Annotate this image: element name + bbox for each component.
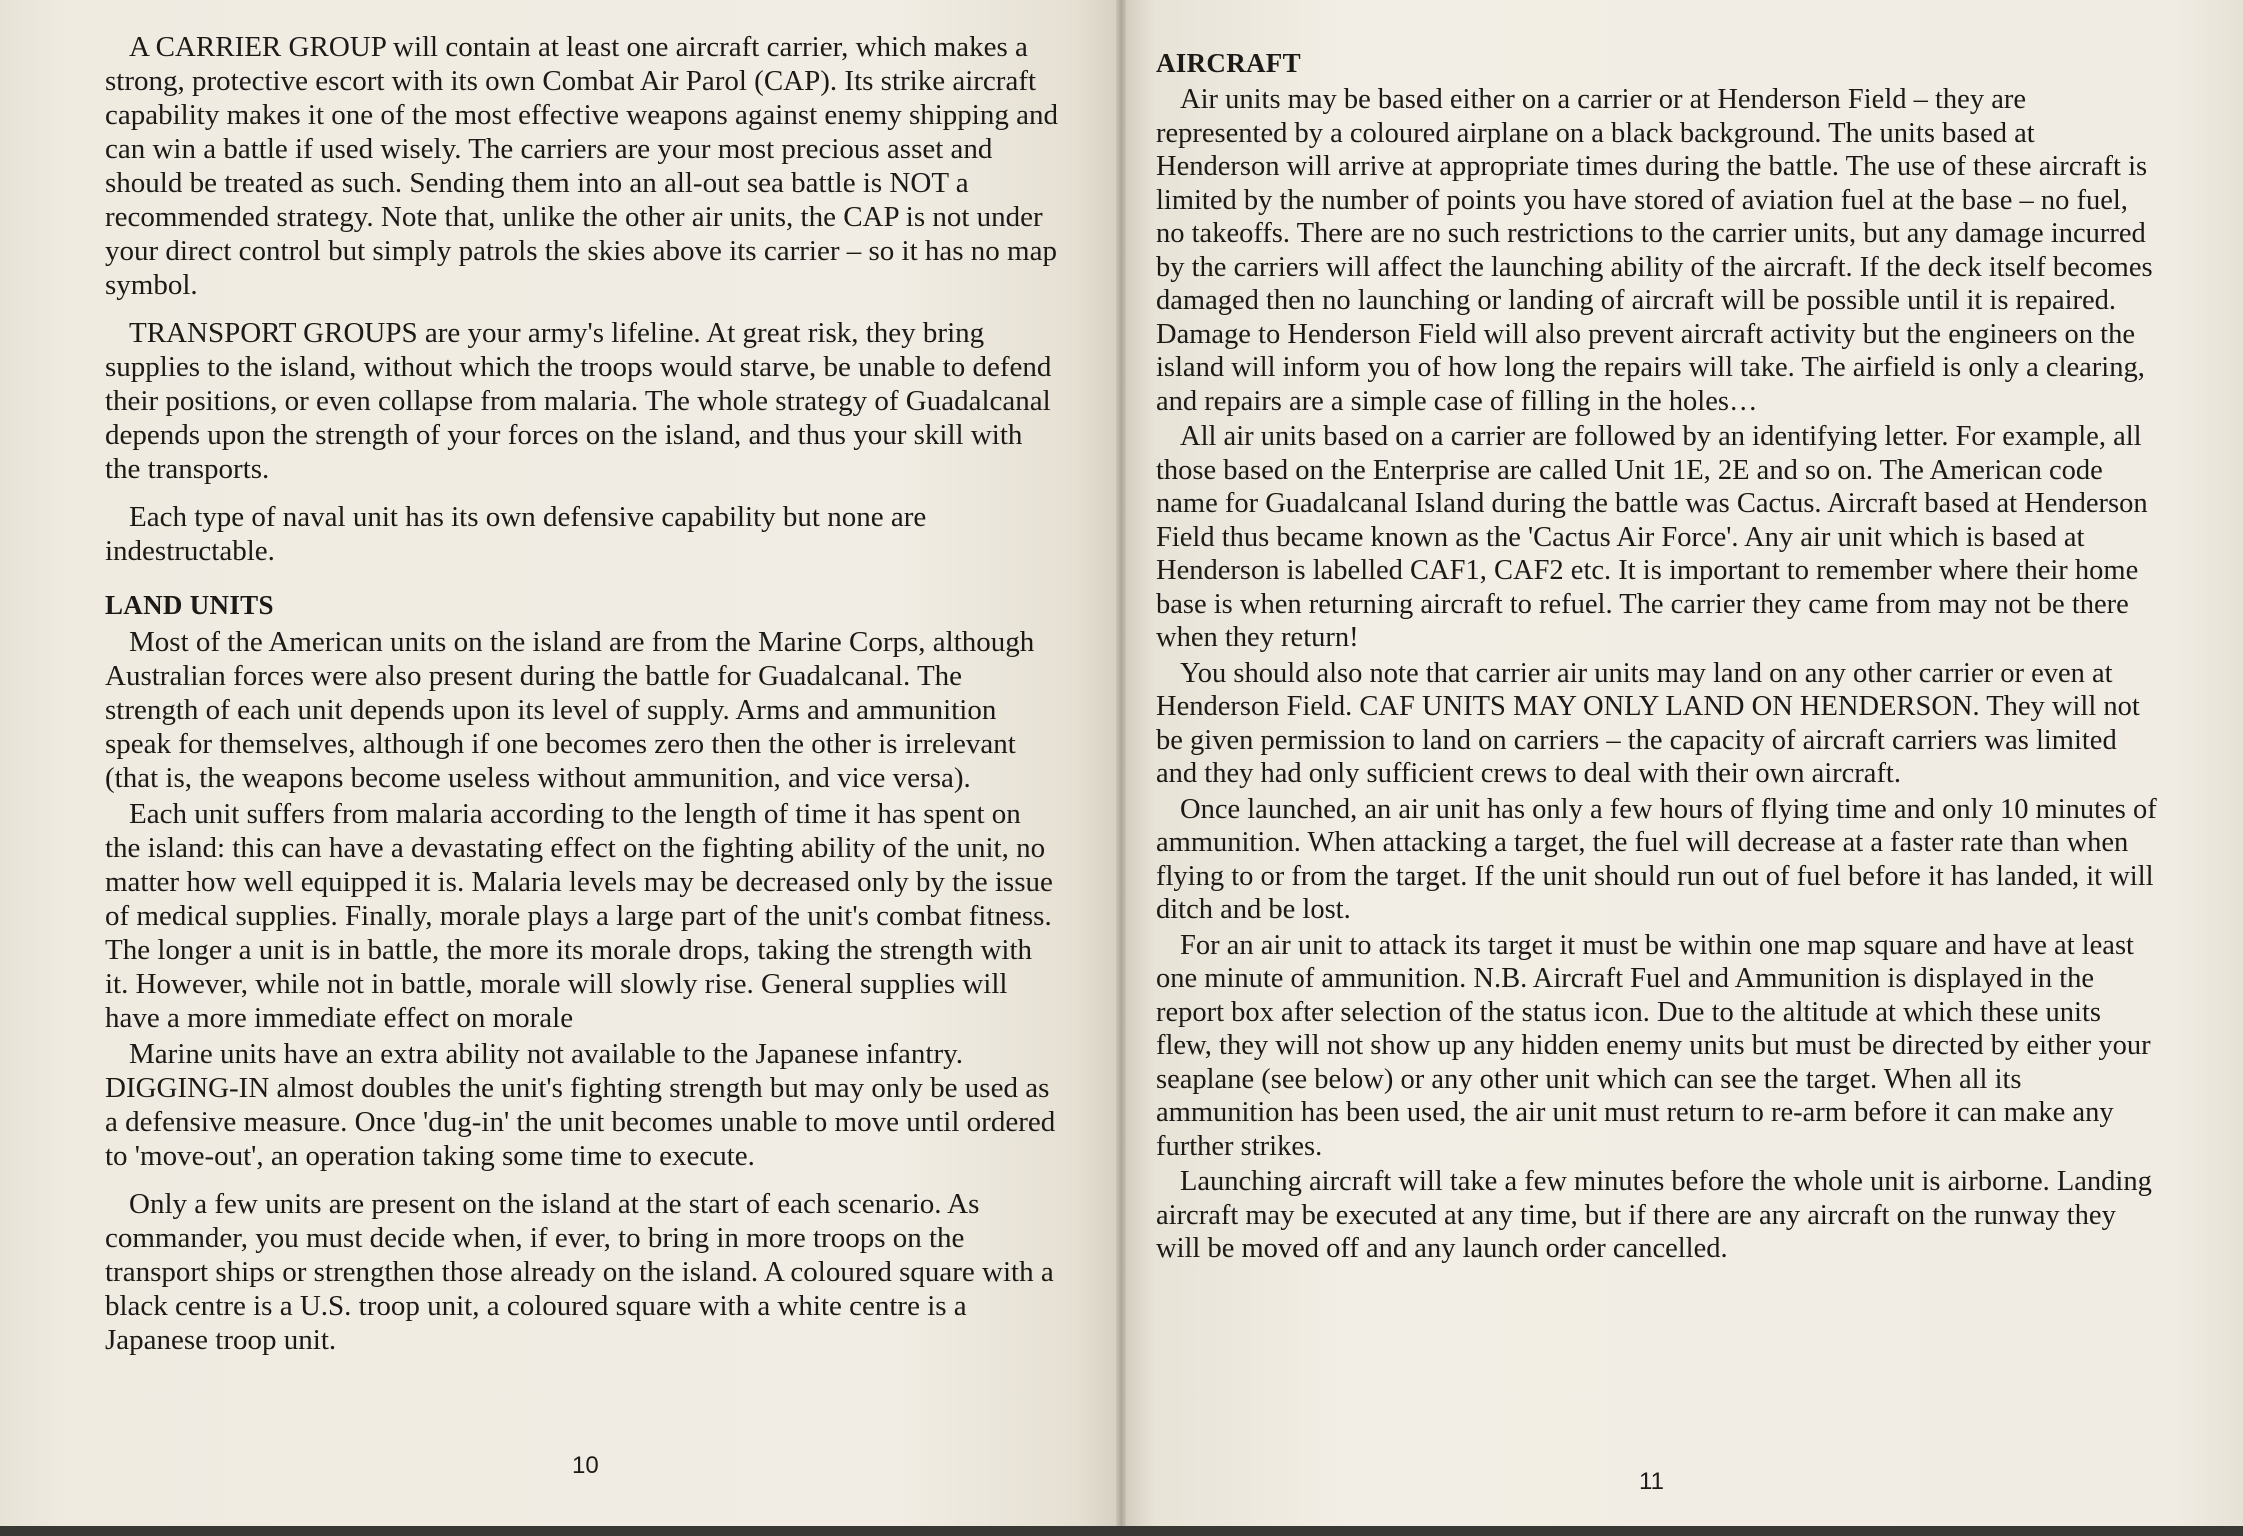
- malaria-paragraph: Each unit suffers from malaria according to the length of time it has spent on the island: this can have a devastating effect on the fighting ability of the unit, no matter how well equipped it is. Malaria levels may be decreased only by the issue of medical supplies. Finally, morale plays a large part of the unit's combat fitness. The longer a unit is in battle, the more its morale drops, taking the strength with it. However, while not in battle, morale will slowly rise. General supplies will have a more immediate effect on morale: [105, 798, 1053, 1034]
- land-units-paragraph: Most of the American units on the island are from the Marine Corps, although Australian forces were also present during the battle for Guadalcanal. The strength of each unit depends upon its level of supply. Arms and ammunition speak for themselves, although if one becomes zero then the other is irrelevant (that is, the weapons become useless without ammunition, and vice versa).: [105, 626, 1035, 794]
- naval-defense-paragraph: Each type of naval unit has its own defensive capability but none are indestructable.: [105, 501, 927, 567]
- attack-rules-paragraph: For an air unit to attack its target it must be within one map square and have at least one minute of ammunition. N.B. Aircraft Fuel and Ammunition is displayed in the report box after selection of the status icon. Due to the altitude at which these units flew, they will not show up any hidden enemy units but must be directed by either your seaplane (see below) or any other unit which can see the target. When all its ammunition has been used, the air unit must return to re-arm before it can make any further strikes.: [1156, 929, 2151, 1162]
- air-basing-paragraph: Air units may be based either on a carrier or at Henderson Field – they are represented by a coloured airplane on a black background. The units based at Henderson will arrive at appropriate times during the battle. The use of these aircraft is limited by the number of points you have stored of aviation fuel at the base – no fuel, no takeoffs. There are no such restrictions to the carrier units, but any damage incurred by the carriers will affect the launching ability of the aircraft. If the deck itself becomes damaged then no launching or landing of aircraft will be possible until it is repaired. Damage to Henderson Field will also prevent aircraft activity but the engineers on the island will inform you of how long the repairs will take. The airfield is only a clearing, and repairs are a simple case of filling in the holes…: [1156, 84, 2153, 417]
- launching-paragraph: Launching aircraft will take a few minutes before the whole unit is airborne. Landing aircraft may be executed at any time, but if there are any aircraft on the runway they will be moved off and any launch order cancelled.: [1156, 1166, 2152, 1264]
- page-number-right: 11: [1639, 1468, 1664, 1495]
- air-identification-paragraph: All air units based on a carrier are followed by an identifying letter. For example, all those based on the Enterprise are called Unit 1E, 2E and so on. The American code name for Guadalcanal Island during the battle was Cactus. Aircraft based at Henderson Field thus became known as the 'Cactus Air Force'. Any air unit which is based at Henderson is labelled CAF1, CAF2 etc. It is important to remember where their home base is when returning aircraft to refuel. The carrier they came from may not be there when they return!: [1156, 421, 2148, 653]
- page-bottom-edge: [0, 1526, 2243, 1536]
- left-page: [0, 0, 1121, 1530]
- reinforcements-paragraph: Only a few units are present on the island at the start of each scenario. As commander, you must decide when, if ever, to bring in more troops on the transport ships or strengthen those already on the island. A coloured square with a black centre is a U.S. troop unit, a coloured square with a white centre is a Japanese troop unit.: [105, 1188, 1054, 1356]
- book-gutter: [1116, 0, 1126, 1530]
- fuel-ammo-paragraph: Once launched, an air unit has only a few hours of flying time and only 10 minutes of ammunition. When attacking a target, the fuel will decrease at a faster rate than when flying to or from the target. If the unit should run out of fuel before it has landed, it will ditch and be lost.: [1156, 793, 2157, 925]
- transport-groups-paragraph: TRANSPORT GROUPS are your army's lifeline. At great risk, they bring supplies to the island, without which the troops would starve, be unable to defend their positions, or even collapse from malaria. The whole strategy of Guadalcanal depends upon the strength of your forces on the island, and thus your skill with the transports.: [105, 317, 1052, 485]
- land-units-heading: LAND UNITS: [105, 590, 274, 620]
- landing-rules-paragraph: You should also note that carrier air units may land on any other carrier or even at Henderson Field. CAF UNITS MAY ONLY LAND ON HENDERSON. They will not be given permission to land on carriers – the capacity of aircraft carriers was limited and they had only sufficient crews to deal with their own aircraft.: [1156, 657, 2140, 789]
- carrier-group-paragraph: A CARRIER GROUP will contain at least one aircraft carrier, which makes a strong, protective escort with its own Combat Air Parol (CAP). Its strike aircraft capability makes it one of the most effective weapons against enemy shipping and can win a battle if used wisely. The carriers are your most precious asset and should be treated as such. Sending them into an all-out sea battle is NOT a recommended strategy. Note that, unlike the other air units, the CAP is not under your direct control but simply patrols the skies above its carrier – so it has no map symbol.: [105, 31, 1058, 301]
- digging-in-paragraph: Marine units have an extra ability not available to the Japanese infantry. DIGGING-IN almost doubles the unit's fighting strength but may only be used as a defensive measure. Once 'dug-in' the unit becomes unable to move until ordered to 'move-out', an operation taking some time to execute.: [105, 1038, 1056, 1172]
- right-page: [1121, 0, 2243, 1530]
- page-number-left: 10: [572, 1452, 599, 1479]
- aircraft-heading: AIRCRAFT: [1156, 48, 1301, 78]
